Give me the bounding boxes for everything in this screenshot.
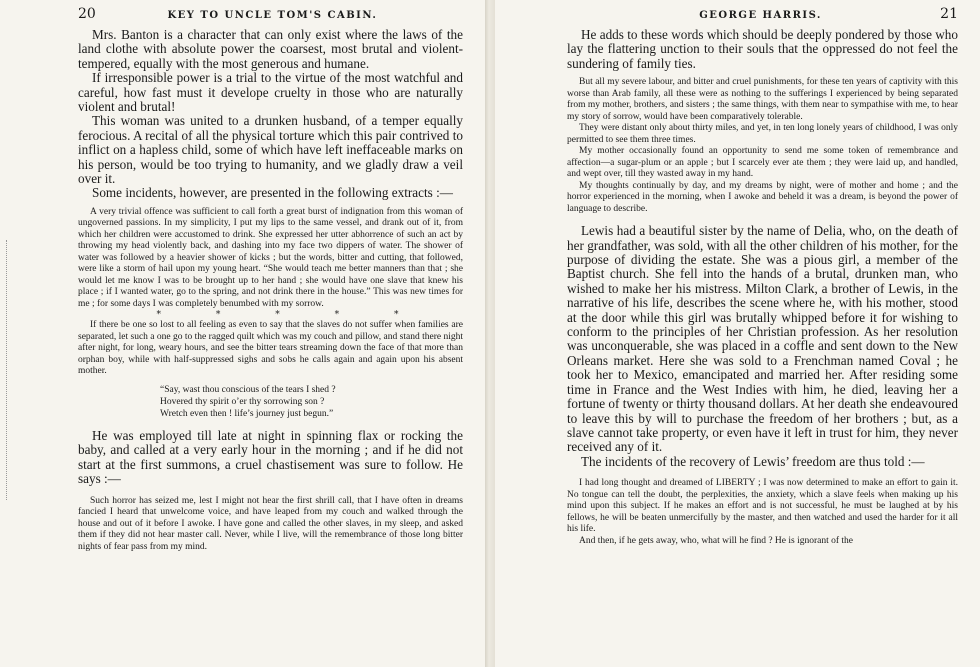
book-gutter [485, 0, 495, 667]
extract-paragraph: My mother occasionally found an opportunity to send me some token of remembrance and affection—a sugar-plum or an apple ; but I scarcely ever ate them ; they were laid up, and handled, and wept over, till they wasted away in my hand. [567, 146, 958, 180]
extract-paragraph: And then, if he gets away, who, what will he find ? He is ignorant of the [579, 535, 854, 546]
paragraph: The incidents of the recovery of Lewis’ freedom are thus told :— [581, 453, 925, 469]
paragraph: Mrs. Banton is a character that can only exist where the laws of the land clothe with absolute power the coarsest, most brutal and violent-tempered, equally with the most generous and humane. [78, 27, 463, 71]
left-running-title: KEY TO UNCLE TOM'S CABIN. [167, 10, 378, 21]
extract-paragraph: If there be one so lost to all feeling as even to say that the slaves do not suffer when families are separated, let such a one go to the ragged quilt which was my couch and pillow, and stand there night after night, for long, weary hours, and see the bitter tears streaming down the face of that more than orphan boy, while with half-suppressed sighs and sobs he calls again and again upon his absent mother. [78, 320, 463, 377]
extract-paragraph: My thoughts continually by day, and my dreams by night, were of mother and home ; and the horror experienced in the morning, when I awoke and beheld it was a dream, is beyond the power of language to describe. [567, 180, 958, 214]
extract-paragraph: They were distant only about thirty miles, and yet, in ten long lonely years of childhood, I was only permitted to see them three times. [567, 123, 958, 145]
left-page-number: 20 [78, 6, 96, 22]
margin-mark [6, 240, 10, 500]
extract-paragraph: A very trivial offence was sufficient to call forth a great burst of indignation from this woman of ungoverned passions. In my simplicity, I put my lips to the same vessel, and drank out of it, from which her children were accustomed to drink. She expressed her utter abhorrence of such an act by throwing my head violently back, and dashing into my face two dippers of water. The shower of water was followed by a heavier shower of kicks ; but the words, bitter and cutting, that followed, were like a storm of hail upon my young heart. “She would teach me better manners than that ; she would let me know I was to be brought up to her hand ; she would have one slave that knew his place ; if I wanted water, go to the spring, and not drink there in the house.” This was new times for me ; for some days I was completely benumbed with my sorrow. [78, 206, 463, 309]
verse-line: Wretch even then ! life’s journey just begun.” [160, 408, 334, 419]
section-stars: * * * * * [156, 310, 425, 321]
right-page-header [567, 6, 958, 28]
right-page-number: 21 [940, 6, 958, 22]
extract-paragraph: I had long thought and dreamed of LIBERTY ; I was now determined to make an effort to gain it. No tongue can tell the doubt, the perplexities, the anxiety, which a slave feels when making up his mind upon this subject. If he makes an effort and is not successful, he must be laughed at by his fellows, he will be beaten unmercifully by the master, and then watched and used the harder for it all his life. [567, 478, 958, 535]
left-page-header [78, 6, 463, 28]
paragraph: Some incidents, however, are presented in the following extracts :— [92, 185, 453, 201]
left-page [0, 0, 485, 667]
right-running-title: GEORGE HARRIS. [699, 10, 822, 21]
paragraph: He was employed till late at night in spinning flax or rocking the baby, and called at a very early hour in the morning ; and if he did not start at the first summons, a cruel chastisement was sure to follow. He says :— [78, 427, 463, 487]
verse-line: Hovered thy spirit o’er thy sorrowing son ? [160, 396, 325, 407]
extract-paragraph: But all my severe labour, and bitter and cruel punishments, for these ten years of captivity with this worse than Arab family, all these were as nothing to the sufferings I experienced by being separated from my mother, brothers, and sisters ; the same things, with them near to sympathise with me, to hear my story of sorrow, would have been comparatively tolerable. [567, 77, 958, 122]
paragraph: He adds to these words which should be deeply pondered by those who lay the flattering unction to their souls that the oppressed do not feel the sundering of family ties. [567, 27, 958, 71]
paragraph: This woman was united to a drunken husband, of a temper equally ferocious. A recital of all the physical torture which this pair contrived to inflict on a hapless child, some of which have left ineffaceable marks on his person, would be too trying to humanity, and we gladly draw a veil over it. [78, 113, 463, 187]
right-page [495, 0, 980, 667]
verse-line: “Say, wast thou conscious of the tears I shed ? [160, 384, 336, 395]
extract-paragraph: Such horror has seized me, lest I might not hear the first shrill call, that I have often in dreams fancied I heard that unwelcome voice, and have leaped from my couch and walked through the house and out of it before I awoke. I have gone and called the other slaves, in my sleep, and asked them if they did not hear master call. Never, while I live, will the remembrance of those long bitter nights of fear pass from my mind. [78, 495, 463, 552]
verse-block [78, 384, 463, 420]
paragraph: Lewis had a beautiful sister by the name of Delia, who, on the death of her grandfather, was sold, with all the other children of his mother, for the purpose of dividing the estate. She was a pious girl, a member of the Baptist church. She fell into the hands of a brutal, drunken man, who wished to make her his mistress. Milton Clark, a brother of Lewis, in the narrative of his life, describes the scene where he, with his mother, stood at the door while this girl was brutally whipped before it for wishing to conform to the principles of her Christian profession. As her resolution was unconquerable, she was placed in a coffle and sent down to the New Orleans market. Here she was sold to a Frenchman named Coval ; he took her to Mexico, emancipated and married her. After residing some time in France and the West Indies with him, he died, leaving her a fortune of twenty or thirty thousand dollars. At her death she endeavoured to leave this by will to purchase the freedom of her brothers ; but, as a slave cannot take property, or even have it left in trust for him, they never received any of it. [567, 223, 958, 455]
paragraph: If irresponsible power is a trial to the virtue of the most watchful and careful, how fast must it develope cruelty in those who are naturally violent and brutal! [78, 70, 463, 115]
